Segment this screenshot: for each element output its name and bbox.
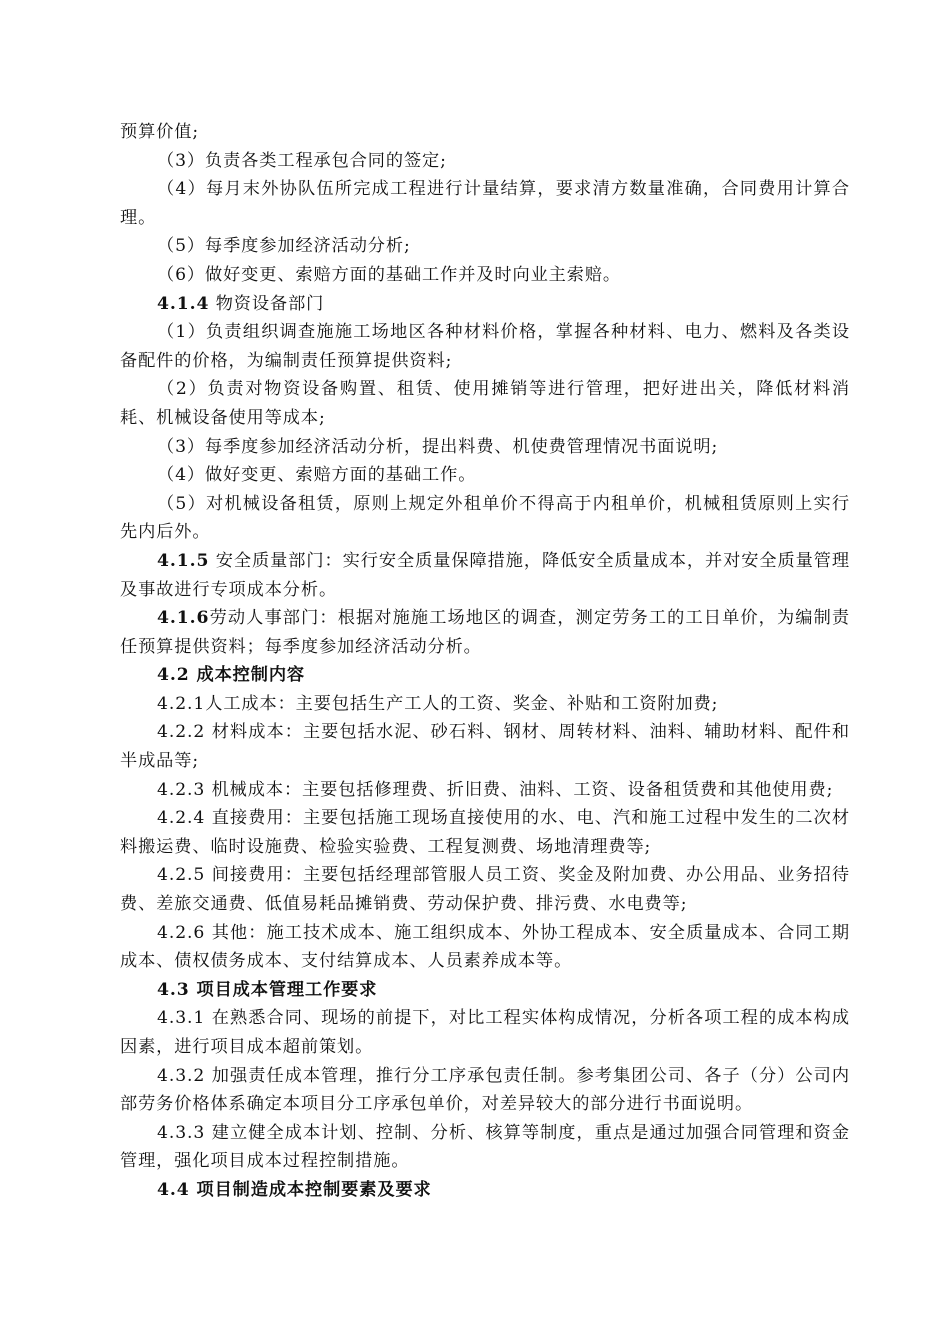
paragraph	[120, 433, 850, 462]
body-text: 4.2.6 其他：施工技术成本、施工组织成本、外协工程成本、安全质量成本、合同工期成本、债权债务成本、支付结算成本、人员素养成本等。	[120, 922, 850, 972]
paragraph	[120, 118, 850, 147]
paragraph	[120, 318, 850, 375]
paragraph	[120, 804, 850, 861]
body-text: （4）做好变更、索赔方面的基础工作。	[157, 465, 477, 486]
paragraph	[120, 461, 850, 490]
body-text: 4.2.3 机械成本：主要包括修理费、折旧费、油料、工资、设备租赁费和其他使用费;	[157, 779, 834, 800]
paragraph	[120, 547, 850, 604]
paragraph	[120, 490, 850, 547]
paragraph	[120, 1119, 850, 1176]
body-text: （3）负责各类工程承包合同的签定;	[157, 150, 447, 171]
paragraph	[120, 1062, 850, 1119]
body-text: 4.3.3 建立健全成本计划、控制、分析、核算等制度，重点是通过加强合同管理和资金管理，强化项目成本过程控制措施。	[120, 1122, 850, 1172]
paragraph	[120, 375, 850, 432]
body-text: （1）负责组织调查施施工场地区各种材料价格，掌握各种材料、电力、燃料及各类设备配件的价格，为编制责任预算提供资料;	[120, 322, 850, 371]
body-text: 4.3.2 加强责任成本管理，推行分工序承包责任制。参考集团公司、各子（分）公司内部劳务价格体系确定本项目分工序承包单价，对差异较大的部分进行书面说明。	[120, 1065, 850, 1115]
body-text: （5）对机械设备租赁，原则上规定外租单价不得高于内租单价，机械租赁原则上实行先内后外。	[120, 493, 850, 543]
paragraph	[120, 261, 850, 290]
paragraph	[120, 661, 850, 690]
paragraph	[120, 976, 850, 1005]
paragraph	[120, 290, 850, 319]
body-text: （5）每季度参加经济活动分析;	[157, 236, 411, 257]
paragraph	[120, 776, 850, 805]
heading-text: 4.4 项目制造成本控制要素及要求	[157, 1179, 432, 1200]
paragraph	[120, 604, 850, 661]
body-text: 4.2.1人工成本：主要包括生产工人的工资、奖金、补贴和工资附加费;	[157, 693, 719, 714]
body-text: （3）每季度参加经济活动分析，提出料费、机使费管理情况书面说明;	[157, 436, 719, 457]
body-text: 预算价值;	[120, 122, 200, 142]
body-text: 4.3.1 在熟悉合同、现场的前提下，对比工程实体构成情况，分析各项工程的成本构成因素，进行项目成本超前策划。	[120, 1008, 850, 1057]
heading-text: 4.1.5	[157, 550, 210, 571]
heading-text: 4.3 项目成本管理工作要求	[157, 979, 378, 1000]
heading-text: 4.1.4	[157, 293, 210, 314]
paragraph	[120, 919, 850, 976]
body-text: （6）做好变更、索赔方面的基础工作并及时向业主索赔。	[157, 264, 622, 285]
paragraph	[120, 718, 850, 775]
body-text: （2）负责对物资设备购置、租赁、使用摊销等进行管理，把好进出关，降低材料消耗、机械设备使用等成本;	[120, 379, 850, 428]
paragraph	[120, 1004, 850, 1061]
paragraph	[120, 861, 850, 918]
paragraph	[120, 690, 850, 719]
document-page	[120, 118, 850, 1205]
body-text: 4.2.2 材料成本：主要包括水泥、砂石料、钢材、周转材料、油料、辅助材料、配件和半成品等;	[120, 722, 850, 772]
heading-text: 4.2 成本控制内容	[157, 665, 306, 686]
body-text: 物资设备部门	[209, 293, 325, 314]
paragraph	[120, 175, 850, 232]
heading-text: 4.1.6	[157, 608, 210, 629]
body-text: 劳动人事部门：根据对施施工场地区的调查，测定劳务工的工日单价，为编制责任预算提供资料；每季度参加经济活动分析。	[120, 608, 850, 657]
body-text: 4.2.4 直接费用：主要包括施工现场直接使用的水、电、汽和施工过程中发生的二次材料搬运费、临时设施费、检验实验费、工程复测费、场地清理费等;	[120, 808, 850, 857]
paragraph	[120, 1176, 850, 1205]
body-text: 安全质量部门：实行安全质量保障措施，降低安全质量成本，并对安全质量管理及事故进行专项成本分析。	[120, 550, 850, 600]
body-text: 4.2.5 间接费用：主要包括经理部管服人员工资、奖金及附加费、办公用品、业务招待费、差旅交通费、低值易耗品摊销费、劳动保护费、排污费、水电费等;	[120, 865, 850, 915]
paragraph	[120, 232, 850, 261]
paragraph	[120, 147, 850, 176]
body-text: （4）每月末外协队伍所完成工程进行计量结算，要求清方数量准确，合同费用计算合理。	[120, 179, 850, 228]
